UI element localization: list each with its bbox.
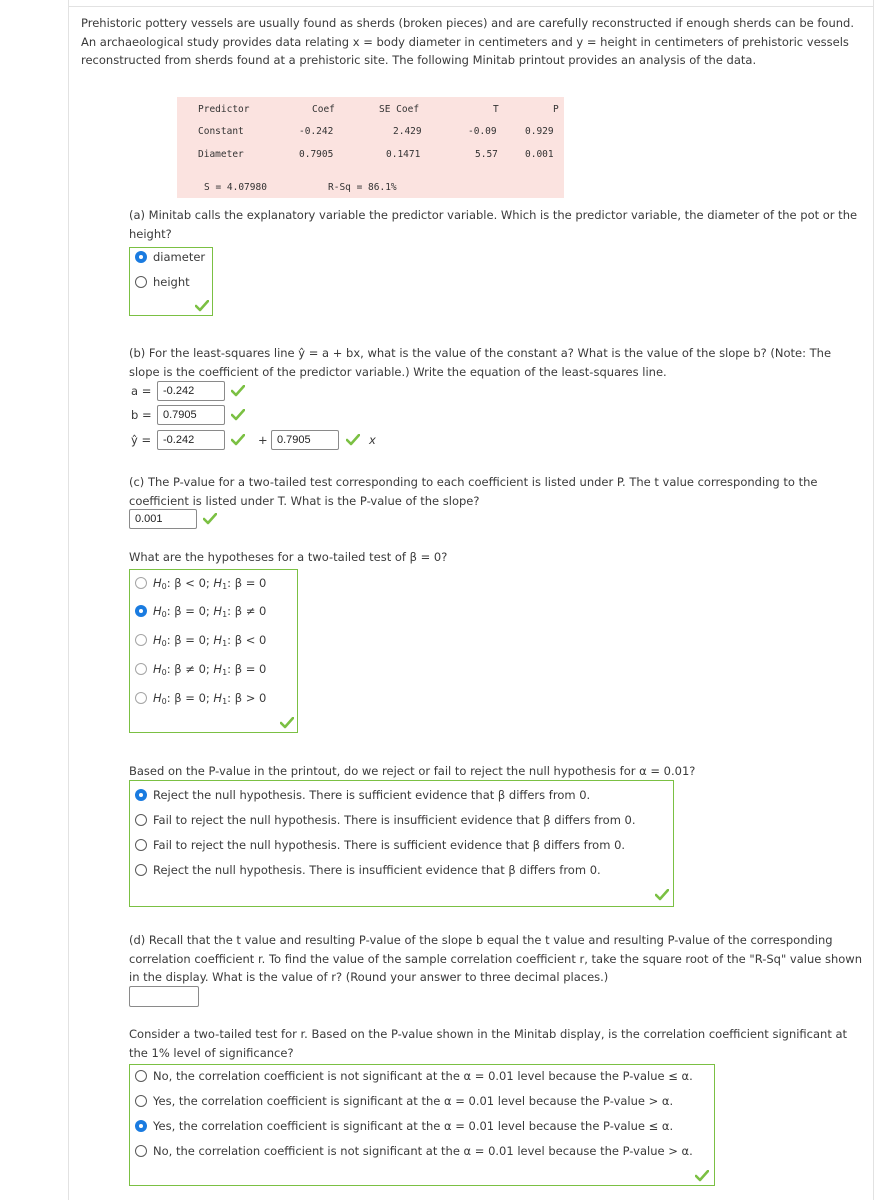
radio-diameter[interactable] <box>135 251 147 263</box>
correct-check-icon <box>195 300 209 312</box>
minitab-printout <box>177 97 564 198</box>
part-d-question: (d) Recall that the t value and resulting P-value of the slope b equal the t value and resulting P-value of the corresponding correlation coefficient r. To find the value of the sample correlation coefficient r, take the square root of the "R-Sq" value shown in the display. What is the value of r? (Round your answer to three decimal places.) <box>129 933 862 984</box>
hypothesis-option-2: $H_0$: β = 0; $H_1$: β ≠ 0 <box>153 604 267 619</box>
radio-hypothesis-3[interactable] <box>135 634 147 646</box>
header-p: P <box>553 104 559 115</box>
reject-option-2: Fail to reject the null hypothesis. There is insufficient evidence that β differs from 0. <box>153 813 636 827</box>
significance-option-3: Yes, the correlation coefficient is significant at the α = 0.01 level because the P-value ≤ α. <box>153 1119 674 1133</box>
option-diameter-label: diameter <box>153 250 206 264</box>
significance-question: Consider a two-tailed test for r. Based on the P-value shown in the Minitab display, is the correlation coefficient significant at the 1% level of significance? <box>129 1027 848 1060</box>
a-label: a = <box>131 384 152 398</box>
radio-height[interactable] <box>135 276 147 288</box>
correct-check-icon <box>231 385 245 397</box>
hypothesis-option-4: $H_0$: β ≠ 0; $H_1$: β = 0 <box>153 662 267 677</box>
problem-intro: Prehistoric pottery vessels are usually found as sherds (broken pieces) and are carefully reconstructed if enough sherds can be found. An archaeological study provides data relating x = body diameter in centimeters and y = height in centimeters of prehistoric vessels reconstructed from sherds found at a prehistoric site. The following Minitab printout provides an analysis of the data. <box>81 16 854 67</box>
row-constant-coef: -0.242 <box>299 126 334 137</box>
option-height-label: height <box>153 275 190 289</box>
significance-option-4: No, the correlation coefficient is not significant at the α = 0.01 level because the P-value > α. <box>153 1144 693 1158</box>
correct-check-icon <box>655 889 669 901</box>
radio-hypothesis-2[interactable] <box>135 605 147 617</box>
correct-check-icon <box>695 1170 709 1182</box>
h0-text: β < 0; <box>174 576 210 590</box>
reject-option-3: Fail to reject the null hypothesis. There is sufficient evidence that β differs from 0. <box>153 838 626 852</box>
part-b-question: (b) For the least-squares line ŷ = a + bx, what is the value of the constant a? What is the value of the slope b? (Note: The slope is the coefficient of the predictor variable.) Write the equation of the least-squares line. <box>129 346 832 379</box>
row-diameter-t: 5.57 <box>475 149 498 160</box>
significance-option-2: Yes, the correlation coefficient is significant at the α = 0.01 level because the P-value > α. <box>153 1094 674 1108</box>
part-c-question: (c) The P-value for a two-tailed test corresponding to each coefficient is listed under P. The t value corresponding to the coefficient is listed under T. What is the P-value of the slope? <box>129 475 818 508</box>
reject-option-4: Reject the null hypothesis. There is insufficient evidence that β differs from 0. <box>153 863 601 877</box>
radio-reject-1[interactable] <box>135 789 147 801</box>
s-value: S = 4.07980 <box>204 182 267 193</box>
hypothesis-option-5: $H_0$: β = 0; $H_1$: β > 0 <box>153 691 267 706</box>
row-diameter-coef: 0.7905 <box>299 149 334 160</box>
significance-option-1: No, the correlation coefficient is not significant at the α = 0.01 level because the P-value ≤ α. <box>153 1069 693 1083</box>
row-diameter-se: 0.1471 <box>386 149 421 160</box>
radio-hypothesis-4[interactable] <box>135 663 147 675</box>
correct-check-icon <box>346 434 360 446</box>
slope-p-value-input[interactable]: 0.001 <box>129 509 197 529</box>
radio-hypothesis-1[interactable] <box>135 577 147 589</box>
radio-significance-1[interactable] <box>135 1070 147 1082</box>
h1-text: β ≠ 0 <box>234 604 267 618</box>
h0-text: β = 0; <box>174 604 210 618</box>
b-input[interactable]: 0.7905 <box>157 405 225 425</box>
h1-text: β = 0 <box>234 662 267 676</box>
row-diameter-label: Diameter <box>198 149 244 160</box>
correct-check-icon <box>231 409 245 421</box>
x-variable-label: x <box>369 433 376 447</box>
row-constant-label: Constant <box>198 126 244 137</box>
rsq-value: R-Sq = 86.1% <box>328 182 397 193</box>
correct-check-icon <box>280 717 294 729</box>
yhat-slope-input[interactable]: 0.7905 <box>271 430 339 450</box>
hypotheses-question: What are the hypotheses for a two-tailed test of β = 0? <box>129 550 448 564</box>
a-input[interactable]: -0.242 <box>157 381 225 401</box>
radio-significance-3[interactable] <box>135 1120 147 1132</box>
h0-text: β ≠ 0; <box>174 662 210 676</box>
h1-text: β > 0 <box>234 691 267 705</box>
radio-significance-2[interactable] <box>135 1095 147 1107</box>
row-constant-se: 2.429 <box>393 126 422 137</box>
correct-check-icon <box>231 434 245 446</box>
header-coef: Coef <box>312 104 335 115</box>
hypotheses-answer-group <box>129 569 298 733</box>
hypothesis-option-1: $H_0$: β < 0; $H_1$: β = 0 <box>153 576 267 591</box>
h1-text: β < 0 <box>234 633 267 647</box>
h0-text: β = 0; <box>174 633 210 647</box>
yhat-constant-input[interactable]: -0.242 <box>157 430 225 450</box>
row-diameter-p: 0.001 <box>525 149 554 160</box>
reject-option-1: Reject the null hypothesis. There is sufficient evidence that β differs from 0. <box>153 788 591 802</box>
row-constant-p: 0.929 <box>525 126 554 137</box>
radio-reject-4[interactable] <box>135 864 147 876</box>
plus-sign: + <box>258 433 268 447</box>
header-se-coef: SE Coef <box>379 104 420 115</box>
h1-text: β = 0 <box>234 576 267 590</box>
header-t: T <box>493 104 499 115</box>
reject-question: Based on the P-value in the printout, do we reject or fail to reject the null hypothesis for α = 0.01? <box>129 764 696 778</box>
row-constant-t: -0.09 <box>468 126 497 137</box>
header-predictor: Predictor <box>198 104 250 115</box>
yhat-label: ŷ = <box>131 433 152 447</box>
radio-hypothesis-5[interactable] <box>135 692 147 704</box>
r-value-input[interactable] <box>129 986 199 1007</box>
b-label: b = <box>131 408 152 422</box>
radio-reject-2[interactable] <box>135 814 147 826</box>
hypothesis-option-3: $H_0$: β = 0; $H_1$: β < 0 <box>153 633 267 648</box>
correct-check-icon <box>203 513 217 525</box>
h0-text: β = 0; <box>174 691 210 705</box>
radio-reject-3[interactable] <box>135 839 147 851</box>
radio-significance-4[interactable] <box>135 1145 147 1157</box>
part-a-question: (a) Minitab calls the explanatory variable the predictor variable. Which is the predictor variable, the diameter of the pot or the height? <box>129 208 858 241</box>
